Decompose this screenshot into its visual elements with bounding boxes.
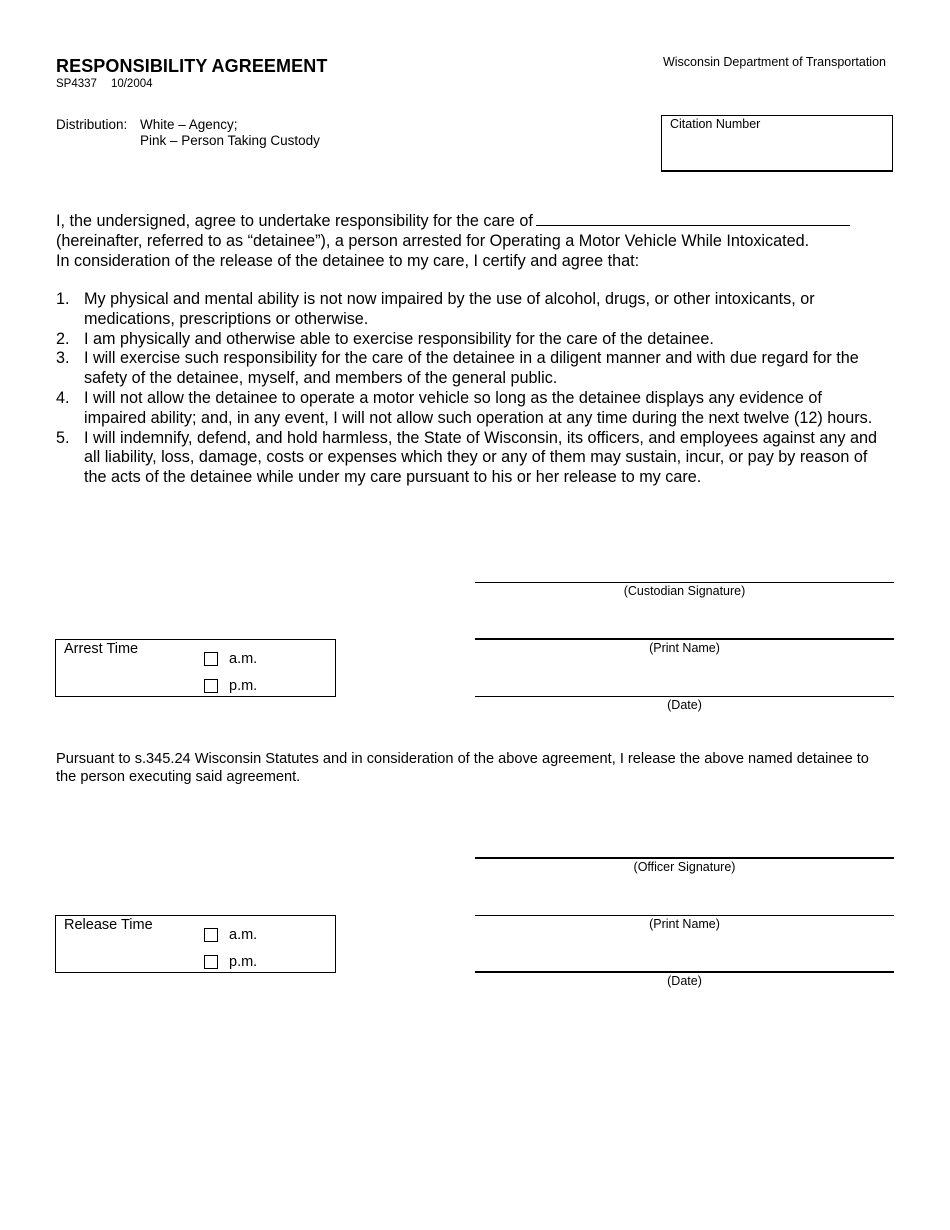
officer-print-name-label: (Print Name)	[649, 917, 720, 931]
distribution-white: White – Agency;	[140, 117, 238, 132]
release-pm-option[interactable]	[204, 954, 257, 970]
term-item	[56, 349, 886, 389]
intro-line-1	[56, 211, 850, 231]
terms-list	[56, 290, 886, 488]
agency-name: Wisconsin Department of Transportation	[662, 55, 886, 69]
release-am-label: a.m.	[229, 927, 258, 943]
intro-text-1: I, the undersigned, agree to undertake responsibility for the care of	[56, 212, 533, 230]
release-time-box[interactable]	[55, 915, 336, 973]
intro-line-3: In consideration of the release of the detainee to my care, I certify and agree that:	[56, 252, 640, 270]
release-statement: Pursuant to s.345.24 Wisconsin Statutes and in consideration of the above agreement, I release the above named detainee to the person executing said agreement.	[56, 751, 869, 785]
release-pm-checkbox[interactable]	[204, 955, 218, 969]
citation-number-label: Citation Number	[670, 117, 761, 131]
term-item	[56, 330, 886, 350]
term-number: 4.	[56, 388, 70, 407]
custodian-date-label: (Date)	[667, 698, 702, 712]
release-am-option[interactable]	[204, 927, 257, 943]
term-number: 1.	[56, 290, 70, 308]
custodian-signature-label: (Custodian Signature)	[623, 584, 746, 598]
release-pm-label: p.m.	[229, 954, 258, 970]
arrest-am-checkbox[interactable]	[204, 652, 218, 666]
distribution-label: Distribution:	[56, 117, 128, 132]
custodian-print-name-line[interactable]	[475, 638, 894, 640]
term-number: 2.	[56, 329, 70, 348]
custodian-print-name-label: (Print Name)	[649, 641, 720, 655]
term-item	[56, 290, 886, 330]
release-time-label: Release Time	[64, 917, 153, 933]
arrest-time-box[interactable]	[55, 639, 336, 697]
officer-date-line[interactable]	[475, 971, 894, 973]
arrest-pm-checkbox[interactable]	[204, 679, 218, 693]
arrest-pm-label: p.m.	[229, 678, 258, 694]
term-text: I will indemnify, defend, and hold harmless, the State of Wisconsin, its officers, and employees against any and all liability, loss, damage, costs or expenses which they or any of them may sustain, incur, or pay by reason of the acts of the detainee while under my care pursuant to his or her release to my care.	[84, 428, 878, 487]
term-number: 3.	[56, 349, 70, 368]
release-am-checkbox[interactable]	[204, 928, 218, 942]
arrest-pm-option[interactable]	[204, 678, 257, 694]
intro-line-2: (hereinafter, referred to as “detainee”), a person arrested for Operating a Motor Vehicle While Intoxicated.	[56, 232, 810, 250]
officer-date-label: (Date)	[667, 974, 702, 988]
custodian-date-line[interactable]	[475, 696, 894, 697]
officer-signature-line[interactable]	[475, 857, 894, 859]
detainee-name-blank[interactable]	[536, 211, 850, 226]
officer-signature-label: (Officer Signature)	[633, 860, 736, 874]
arrest-am-label: a.m.	[229, 651, 258, 667]
form-number-line	[56, 78, 153, 90]
term-item	[56, 389, 886, 429]
term-item	[56, 429, 886, 488]
form-number: SP4337	[56, 78, 97, 90]
form-title: RESPONSIBILITY AGREEMENT	[56, 56, 328, 76]
distribution-pink: Pink – Person Taking Custody	[140, 133, 320, 148]
citation-number-field[interactable]	[661, 115, 893, 172]
term-number: 5.	[56, 428, 70, 447]
term-text: My physical and mental ability is not now impaired by the use of alcohol, drugs, or other intoxicants, or medications, prescriptions or otherwise.	[84, 290, 815, 328]
form-date: 10/2004	[110, 78, 153, 90]
arrest-am-option[interactable]	[204, 651, 257, 667]
term-text: I will not allow the detainee to operate a motor vehicle so long as the detainee displays any evidence of impaired ability; and, in any event, I will not allow such operation at any time during the next twelve (12) hours.	[84, 388, 873, 427]
officer-print-name-line[interactable]	[475, 915, 894, 916]
term-text: I am physically and otherwise able to exercise responsibility for the care of the detainee.	[84, 329, 714, 348]
term-text: I will exercise such responsibility for the care of the detainee in a diligent manner and with due regard for the safety of the detainee, myself, and members of the general public.	[84, 349, 859, 388]
arrest-time-label: Arrest Time	[64, 641, 139, 657]
custodian-signature-line[interactable]	[475, 582, 894, 583]
